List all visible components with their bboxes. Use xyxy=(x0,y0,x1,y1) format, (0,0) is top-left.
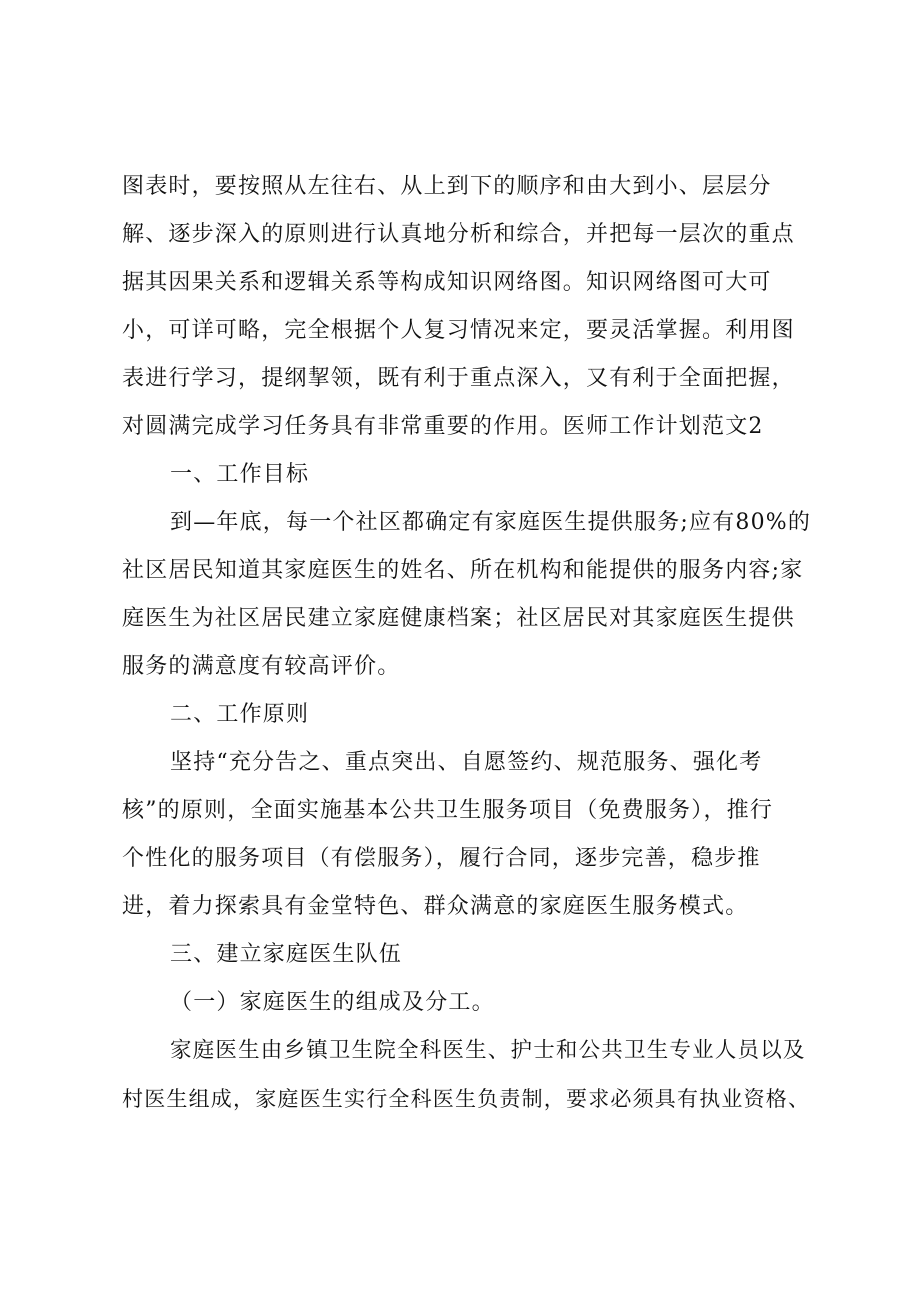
body-line: 图表时，要按照从左往右、从上到下的顺序和由大到小、层层分 xyxy=(122,174,772,199)
section-heading: 二、工作原则 xyxy=(170,702,310,727)
body-line: 解、逐步深入的原则进行认真地分析和综合，并把每一层次的重点 xyxy=(122,222,795,247)
body-line: 个性化的服务项目（有偿服务），履行合同，逐步完善，稳步推 xyxy=(122,846,761,871)
body-line: 核”的原则，全面实施基本公共卫生服务项目（免费服务），推行 xyxy=(122,798,774,823)
body-line: 表进行学习，提纲挈领，既有利于重点深入，又有利于全面把握， xyxy=(122,366,795,391)
subsection-heading: （一）家庭医生的组成及分工。 xyxy=(170,990,495,1015)
body-line: 对圆满完成学习任务具有非常重要的作用。医师工作计划范文2 xyxy=(122,414,764,439)
body-line: 坚持“充分告之、重点突出、自愿签约、规范服务、强化考 xyxy=(170,750,763,775)
section-heading: 一、工作目标 xyxy=(170,462,310,487)
body-line: 家庭医生由乡镇卫生院全科医生、护士和公共卫生专业人员以及 xyxy=(170,1038,806,1063)
body-line: 小，可详可略，完全根据个人复习情况来定，要灵活掌握。利用图 xyxy=(122,318,795,343)
section-heading: 三、建立家庭医生队伍 xyxy=(170,942,403,967)
body-line: 社区居民知道其家庭医生的姓名、所在机构和能提供的服务内容;家 xyxy=(122,558,804,583)
body-line: 进，着力探索具有金堂特色、群众满意的家庭医生服务模式。 xyxy=(122,894,749,919)
body-line: 据其因果关系和逻辑关系等构成知识网络图。知识网络图可大可 xyxy=(122,270,772,295)
body-line: 村医生组成，家庭医生实行全科医生负责制，要求必须具有执业资格、 xyxy=(122,1087,811,1111)
body-line: 庭医生为社区居民建立家庭健康档案；社区居民对其家庭医生提供 xyxy=(122,606,795,631)
body-line: 到—年底，每一个社区都确定有家庭医生提供服务;应有80%的 xyxy=(170,510,812,535)
body-line: 服务的满意度有较高评价。 xyxy=(122,654,401,679)
